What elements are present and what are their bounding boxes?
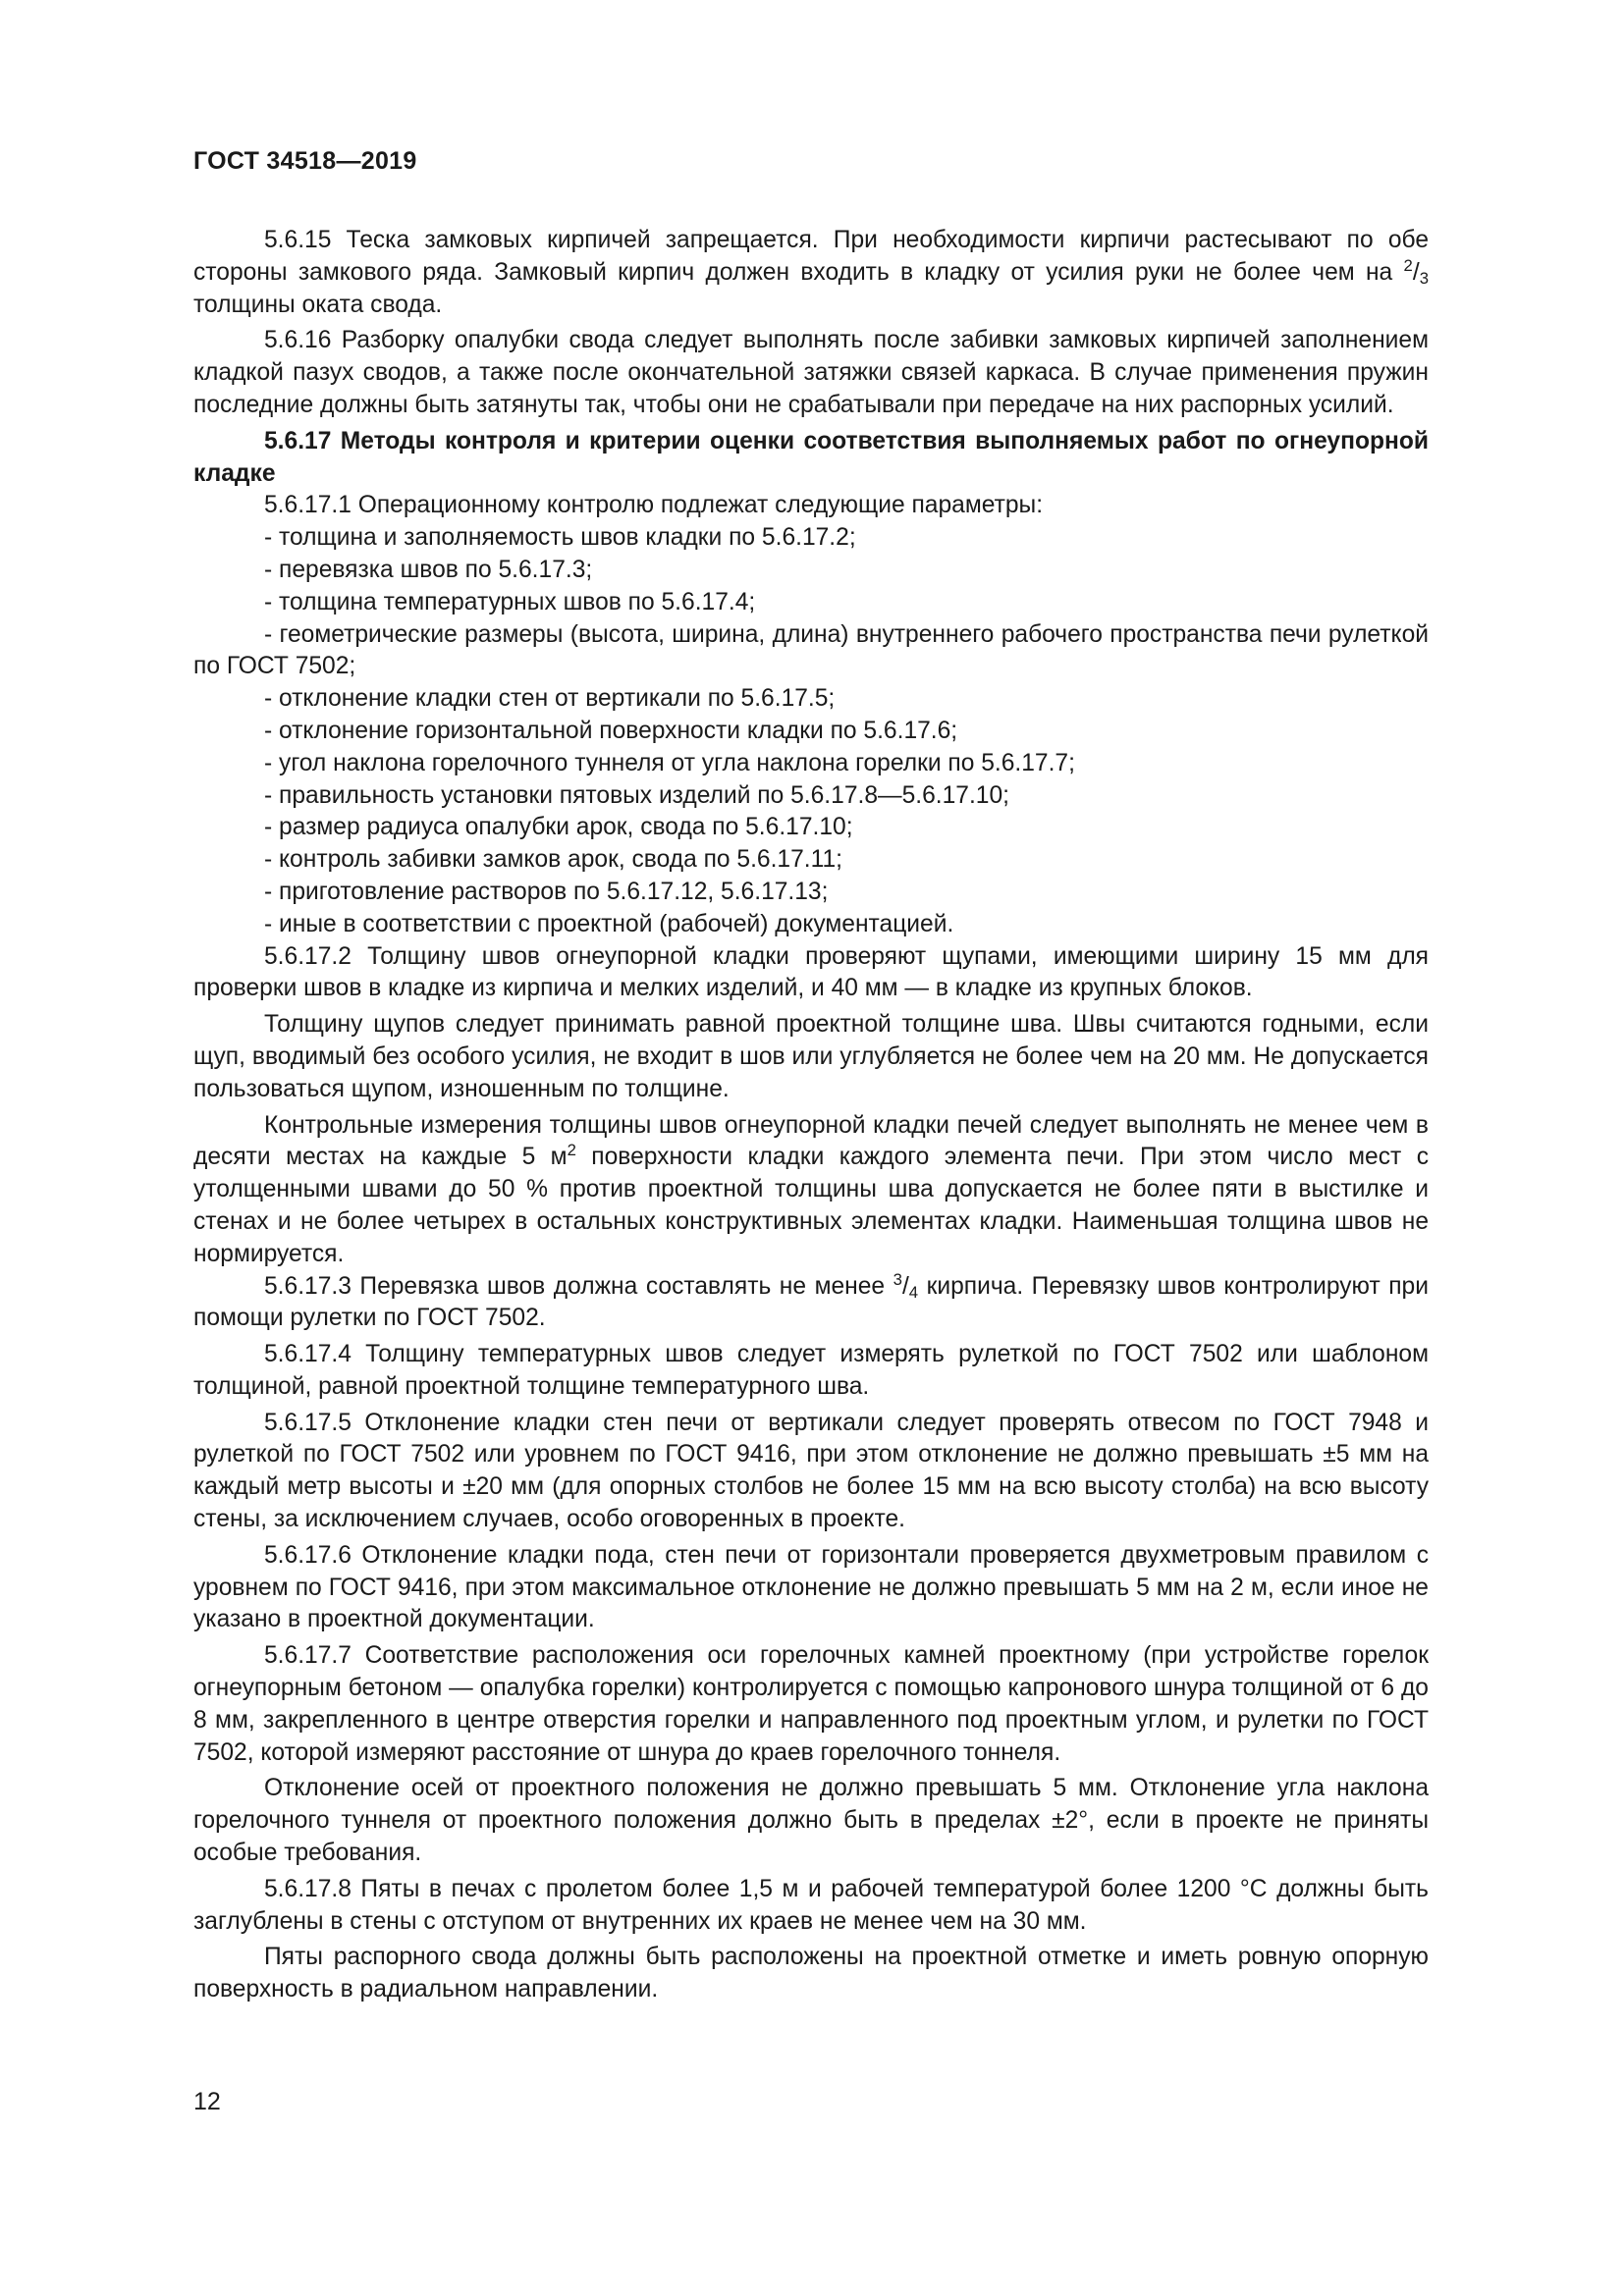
paragraph-text: 5.6.15 Теска замковых кирпичей запрещается. При необходимости кирпичи растесывают по обе стороны замкового ряда. Замковый кирпич должен входить в кладку от усилия руки не более чем на — [193, 227, 1429, 286]
list-item: - контроль забивки замков арок, свода по 5.6.17.11; — [264, 846, 842, 874]
paragraph-probe-thickness: Толщину щупов следует принимать равной проектной толщине шва. Швы считаются годными, если щуп, вводимый без особого усилия, не входит в шов или углубляется не более чем на 20 мм. Не допускается пользоваться щупом, изношенным по толщине. — [193, 1011, 1429, 1102]
list-item: - отклонение горизонтальной поверхности кладки по 5.6.17.6; — [264, 717, 958, 744]
section-heading-5-6-17: 5.6.17 Методы контроля и критерии оценки соответствия выполняемых работ по огнеупорной кладке — [193, 427, 1429, 487]
list-item: - приготовление растворов по 5.6.17.12, 5.6.17.13; — [264, 878, 829, 905]
list-item: - размер радиуса опалубки арок, свода по 5.6.17.10; — [264, 814, 853, 841]
paragraph-5-6-17-3: 5.6.17.3 Перевязка швов должна составлять не менее $^3/_4$ кирпича. Перевязку швов контролируют при помощи рулетки по ГОСТ 7502. — [193, 1269, 1429, 1332]
paragraph-text: Контрольные измерения толщины швов огнеупорной кладки печей следует выполнять не менее чем в десяти местах на каждые 5 м — [193, 1111, 1429, 1171]
document-body — [193, 225, 1429, 2006]
paragraph-text: 5.6.17.3 Перевязка швов должна составлять не менее — [264, 1272, 893, 1300]
list-item: - толщина и заполняемость швов кладки по 5.6.17.2; — [264, 524, 856, 552]
paragraph-5-6-17-7: 5.6.17.7 Соответствие расположения оси горелочных камней проектному (при устройстве горелок огнеупорным бетоном — опалубка горелки) контролируется с помощью капронового шнура толщиной от 6 до 8 мм, закрепленного в центре отверстия горелки и направленного под проектным углом, и рулетки по ГОСТ 7502, которой измеряют расстояние от шнура до краев горелочного тоннеля. — [193, 1642, 1429, 1766]
list-item: - иные в соответствии с проектной (рабочей) документацией. — [264, 910, 954, 937]
paragraph-5-6-17-6: 5.6.17.6 Отклонение кладки пода, стен печи от горизонтали проверяется двухметровым правилом с уровнем по ГОСТ 9416, при этом максимальное отклонение не должно превышать 5 мм на 2 м, если иное не указано в проектной документации. — [193, 1541, 1429, 1633]
paragraph-text: толщины оката свода. — [193, 291, 443, 318]
list-item: - перевязка швов по 5.6.17.3; — [264, 556, 593, 583]
paragraph-spring-arch: Пяты распорного свода должны быть расположены на проектной отметке и иметь ровную опорную поверхность в радиальном направлении. — [193, 1944, 1429, 2003]
paragraph-5-6-17-5: 5.6.17.5 Отклонение кладки стен печи от вертикали следует проверять отвесом по ГОСТ 7948 и рулеткой по ГОСТ 7502 или уровнем по ГОСТ 9416, при этом отклонение не должно превышать ±5 мм на каждый метр высоты и ±20 мм (для опорных столбов не более 15 мм на всю высоту столба) на всю высоту стены, за исключением случаев, особо оговоренных в проекте. — [193, 1409, 1429, 1533]
paragraph-5-6-15: 5.6.15 Теска замковых кирпичей запрещается. При необходимости кирпичи растесывают по обе стороны замкового ряда. Замковый кирпич должен входить в кладку от усилия руки не более чем на $^2/_3$ толщины оката свода. — [193, 227, 1429, 318]
paragraph-5-6-16: 5.6.16 Разборку опалубки свода следует выполнять после забивки замковых кирпичей заполнением кладкой пазух сводов, а также после окончательной затяжки связей каркаса. В случае применения пружин последние должны быть затянуты так, чтобы они не срабатывали при передаче на них распорных усилий. — [193, 327, 1429, 418]
fraction-denominator: 4 — [908, 1282, 919, 1302]
superscript: 2 — [567, 1141, 576, 1160]
paragraph-text: поверхности кладки каждого элемента печи. При этом число мест с утолщенными швами до 50 % против проектной толщины шва допускается не более пяти в выстилке и стенах и не более четырех в остальных конструктивных элементах кладки. Наименьшая толщина швов не нормируется. — [193, 1144, 1429, 1267]
list-item: - угол наклона горелочного туннеля от угла наклона горелки по 5.6.17.7; — [264, 749, 1075, 776]
page-number: 12 — [193, 2088, 221, 2115]
list-item: - отклонение кладки стен от вертикали по 5.6.17.5; — [264, 685, 836, 713]
paragraph-5-6-17-8: 5.6.17.8 Пяты в печах с пролетом более 1,5 м и рабочей температурой более 1200 °С должны быть заглублены в стены с отступом от внутренних их краев не менее чем на 30 мм. — [193, 1875, 1429, 1935]
fraction-denominator: 3 — [1419, 268, 1429, 288]
paragraph-control-measurements — [193, 1110, 1429, 1271]
paragraph-5-6-17-2: 5.6.17.2 Толщину швов огнеупорной кладки проверяют щупами, имеющими ширину 15 мм для проверки швов в кладке из кирпича и мелких изделий, и 40 мм — в кладке из крупных блоков. — [193, 942, 1429, 1002]
list-item: - толщина температурных швов по 5.6.17.4; — [264, 588, 756, 615]
document-header: ГОСТ 34518—2019 — [193, 147, 417, 175]
paragraph-axis-deviation: Отклонение осей от проектного положения не должно превышать 5 мм. Отклонение угла наклона горелочного туннеля от проектного положения должно быть в пределах ±2°, если в проекте не приняты особые требования. — [193, 1775, 1429, 1867]
list-item: - правильность установки пятовых изделий по 5.6.17.8—5.6.17.10; — [264, 781, 1009, 809]
fraction-numerator: 2 — [1403, 255, 1413, 275]
paragraph-text: кирпича. Перевязку швов контролируют при помощи рулетки по ГОСТ 7502. — [193, 1272, 1429, 1332]
list-item: - геометрические размеры (высота, ширина, длина) внутреннего рабочего пространства печи рулеткой по ГОСТ 7502; — [193, 620, 1429, 680]
paragraph-5-6-17-1: 5.6.17.1 Операционному контролю подлежат следующие параметры: — [264, 492, 1044, 519]
fraction-numerator: 3 — [893, 1269, 902, 1289]
paragraph-5-6-17-4: 5.6.17.4 Толщину температурных швов следует измерять рулеткой по ГОСТ 7502 или шаблоном толщиной, равной проектной толщине температурного шва. — [193, 1341, 1429, 1400]
